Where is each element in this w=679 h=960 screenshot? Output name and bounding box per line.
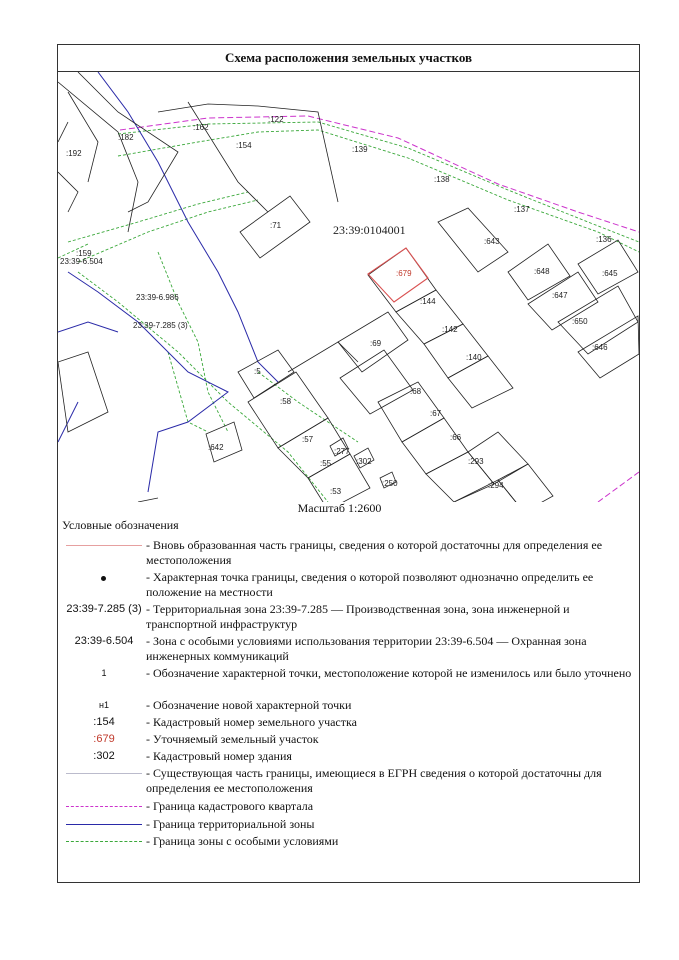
- parcel-label: :646: [592, 343, 608, 352]
- parcel-label: :68: [410, 387, 422, 396]
- parcel-label: :122: [268, 115, 284, 124]
- parcel-label: :5: [254, 367, 261, 376]
- parcel-label: :55: [320, 459, 332, 468]
- parcel-label: :302: [356, 457, 372, 466]
- quarter-border-line: [120, 116, 639, 232]
- quarter-border-line-2: [598, 472, 639, 502]
- parcel-label: :67: [430, 409, 442, 418]
- scale-text: Масштаб 1:2600: [297, 501, 382, 515]
- parcel-label: :69: [370, 339, 382, 348]
- parcel-label: :162: [193, 123, 209, 132]
- boundary-point-icon: [101, 576, 106, 581]
- parcel-label: :58: [280, 397, 292, 406]
- parcel-label: :154: [236, 141, 252, 150]
- quarter-label: 23:39:0104001: [333, 223, 406, 237]
- parcel-label: :144: [420, 297, 436, 306]
- terr-zone-border-line-icon: [66, 824, 142, 825]
- parcel-label: :679: [396, 269, 412, 278]
- parcel-label: :250: [382, 479, 398, 488]
- zone-label-1: 23:39-6.986: [136, 293, 179, 302]
- parcel-label: :647: [552, 291, 568, 300]
- zone-label-2: 23:39-7.285 (3): [133, 321, 188, 330]
- map-canvas: [58, 72, 639, 502]
- parcel-label: :71: [270, 221, 282, 230]
- zone-label-3: 23:39-6.504: [60, 257, 103, 266]
- page-title: Схема расположения земельных участков: [57, 44, 640, 72]
- parcel-label: :294: [488, 481, 504, 490]
- special-zone-border-line-icon: [66, 841, 142, 842]
- special-zone-lines: [58, 122, 639, 502]
- parcel-label: :293: [468, 457, 484, 466]
- existing-boundary-line-icon: [66, 773, 142, 774]
- parcel-label: :66: [450, 433, 462, 442]
- parcel-label: :277: [334, 447, 350, 456]
- parcel-label: :642: [208, 443, 224, 452]
- parcel-label: :645: [602, 269, 618, 278]
- parcel-label: :57: [302, 435, 314, 444]
- parcel-outlines: [58, 72, 639, 502]
- parcel-label: :137: [514, 205, 530, 214]
- parcel-label: :648: [534, 267, 550, 276]
- parcel-label: :140: [466, 353, 482, 362]
- parcel-label: :182: [118, 133, 134, 142]
- parcel-label: :650: [572, 317, 588, 326]
- parcel-label: :138: [434, 175, 450, 184]
- parcel-label: :53: [330, 487, 342, 496]
- parcel-label: :192: [66, 149, 82, 158]
- cadastral-map[interactable]: [58, 72, 639, 502]
- parcel-label: :643: [484, 237, 500, 246]
- legend-title: Условные обозначения: [62, 518, 179, 532]
- quarter-border-line-icon: [66, 806, 142, 807]
- parcel-label: :139: [352, 145, 368, 154]
- parcel-label: :142: [442, 325, 458, 334]
- parcel-label: :159: [76, 249, 92, 258]
- parcel-label: :136: [596, 235, 612, 244]
- new-boundary-line-icon: [66, 545, 142, 546]
